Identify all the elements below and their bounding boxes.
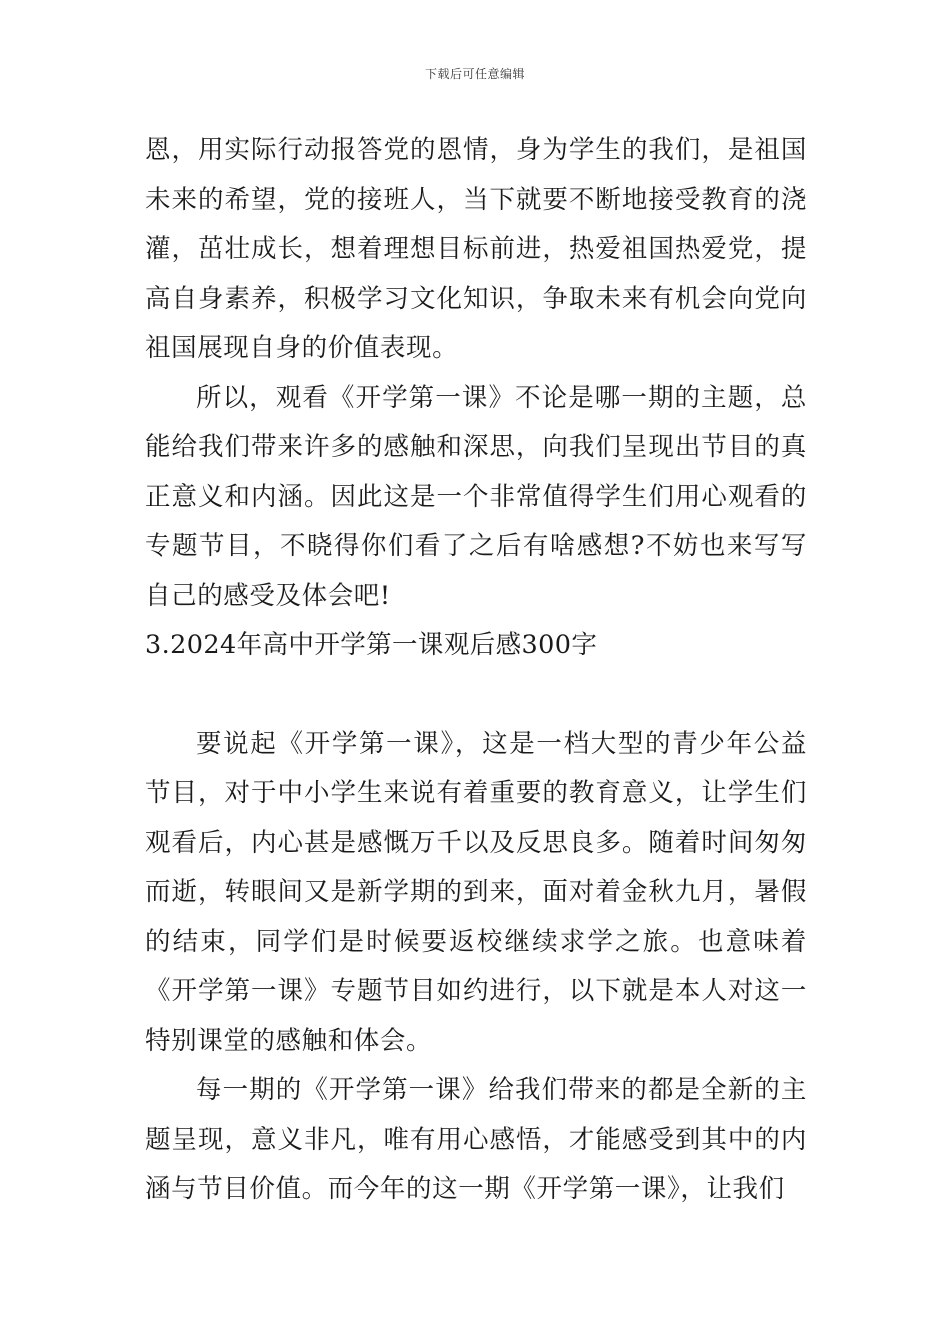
section-heading: 3.2024年高中开学第一课观后感300字 bbox=[145, 630, 598, 660]
paragraph-conclusion: 所以，观看《开学第一课》不论是哪一期的主题，总能给我们带来许多的感触和深思，向我们呈现出节目的真正意义和内涵。因此这是一个非常值得学生们用心观看的专题节目，不晓得你们看了之后有啥感想?不妨也来写写自己的感受及体会吧! bbox=[145, 382, 807, 611]
section-spacer bbox=[145, 671, 807, 720]
paragraph-continuation: 恩，用实际行动报答党的恩情，身为学生的我们，是祖国未来的希望，党的接班人，当下就要不断地接受教育的浇灌，茁壮成长，想着理想目标前进，热爱祖国热爱党，提高自身素养，积极学习文化知识，争取未来有机会向党向祖国展现自身的价值表现。 bbox=[145, 135, 807, 363]
header-note: 下载后可任意编辑 bbox=[424, 67, 525, 81]
document-body bbox=[145, 126, 807, 1215]
paragraph-intro: 要说起《开学第一课》，这是一档大型的青少年公益节目，对于中小学生来说有着重要的教育意义，让学生们观看后，内心甚是感慨万千以及反思良多。随着时间匆匆而逝，转眼间又是新学期的到来，面对着金秋九月，暑假的结束，同学们是时候要返校继续求学之旅。也意味着《开学第一课》专题节目如约进行，以下就是本人对这一特别课堂的感触和体会。 bbox=[145, 728, 807, 1056]
paragraph-theme: 每一期的《开学第一课》给我们带来的都是全新的主题呈现，意义非凡，唯有用心感悟，才能感受到其中的内涵与节目价值。而今年的这一期《开学第一课》，让我们 bbox=[145, 1075, 807, 1204]
